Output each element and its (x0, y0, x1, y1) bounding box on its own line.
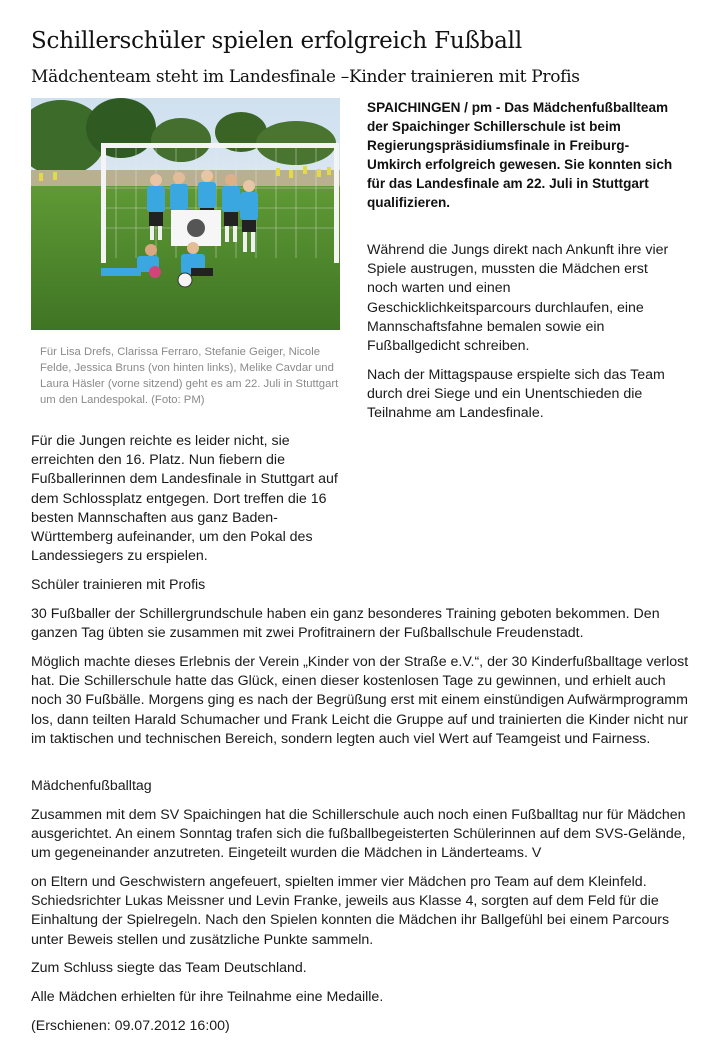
section-heading-girls-day: Mädchenfußballtag (31, 778, 152, 794)
paragraph-7: on Eltern und Geschwistern angefeuert, spielten immer vier Mädchen pro Team auf dem Kleinfeld. Schiedsrichter Lukas Meissner und Levin Franke, jeweils aus Klasse 4, sorgten auf dem Feld für die Einhaltung der Spielregeln. Nach den Spielen konnten die Mädchen ihr Ballgefühl bei einem Parcours unter Beweis stellen und zusätzliche Punkte sammeln. (31, 874, 670, 948)
article-title: Schillerschüler spielen erfolgreich Fußball (31, 28, 522, 54)
paragraph-5: Möglich machte dieses Erlebnis der Verein „Kinder von der Straße e.V.“, der 30 Kinderfußballtage verlost hat. Die Schillerschule hatte das Glück, einen dieser kostenlosen Tage zu gewinnen, und erhielt auch noch 30 Fußbälle. Morgens ging es nach der Begrüßung erst mit einem einstündigen Aufwärmprogramm los, dann teilten Harald Schumacher und Frank Leicht die Gruppe auf und trainierten die Kinder nicht nur im taktischen und technischen Bereich, sondern legten auch viel Wert auf Teamgeist und Fairness. (31, 654, 689, 747)
article-lead: SPAICHINGEN / pm - Das Mädchenfußballteam der Spaichinger Schillerschule ist beim Regierungspräsidiumsfinale in Freiburg-Umkirch erfolgreich gewesen. Sie konnten sich für das Landesfinale am 22. Juli in Stuttgart qualifizieren. (367, 100, 673, 210)
photo-caption: Für Lisa Drefs, Clarissa Ferraro, Stefanie Geiger, Nicole Felde, Jessica Bruns (von hinten links), Melike Cavdar und Laura Häsler (vorne sitzend) geht es am 22. Juli in Stuttgart um den Landespokal. (Foto: PM) (40, 346, 339, 406)
paragraph-9: Alle Mädchen erhielten für ihre Teilnahme eine Medaille. (31, 989, 384, 1005)
paragraph-8: Zum Schluss siegte das Team Deutschland. (31, 960, 307, 976)
published-date: (Erschienen: 09.07.2012 16:00) (31, 1018, 230, 1034)
paragraph-3: Für die Jungen reichte es leider nicht, sie erreichten den 16. Platz. Nun fiebern die Fußballerinnen dem Landesfinale in Stuttgart auf dem Schlossplatz entgegen. Dort treffen die 16 besten Mannschaften aus ganz Baden-Württemberg aufeinander, um den Pokal des Landessiegers zu erspielen. (31, 433, 338, 565)
paragraph-6: Zusammen mit dem SV Spaichingen hat die Schillerschule auch noch einen Fußballtag nur für Mädchen ausgerichtet. An einem Sonntag trafen sich die fußballbegeisterten Schülerinnen auf dem SVS-Gelände, um gegeneinander anzutreten. Eingeteilt wurden die Mädchen in Länderteams. V (31, 807, 686, 862)
paragraph-4: 30 Fußballer der Schillergrundschule haben ein ganz besonderes Training geboten bekommen. Den ganzen Tag übten sie zusammen mit zwei Profitrainern der Fußballschule Freudenstadt. (31, 606, 660, 642)
paragraph-1: Während die Jungs direkt nach Ankunft ihre vier Spiele austrugen, mussten die Mädchen erst noch warten und einen Geschicklichkeitsparcours durchlaufen, eine Mannschaftsfahne bemalen sowie ein Fußballgedicht schreiben. (367, 242, 669, 355)
team-photo (31, 98, 340, 330)
article-subtitle: Mädchenteam steht im Landesfinale –Kinder trainieren mit Profis (31, 67, 580, 87)
section-heading-training: Schüler trainieren mit Profis (31, 577, 206, 593)
paragraph-2: Nach der Mittagspause erspielte sich das Team durch drei Siege und ein Unentschieden die Teilnahme am Landesfinale. (367, 367, 665, 422)
